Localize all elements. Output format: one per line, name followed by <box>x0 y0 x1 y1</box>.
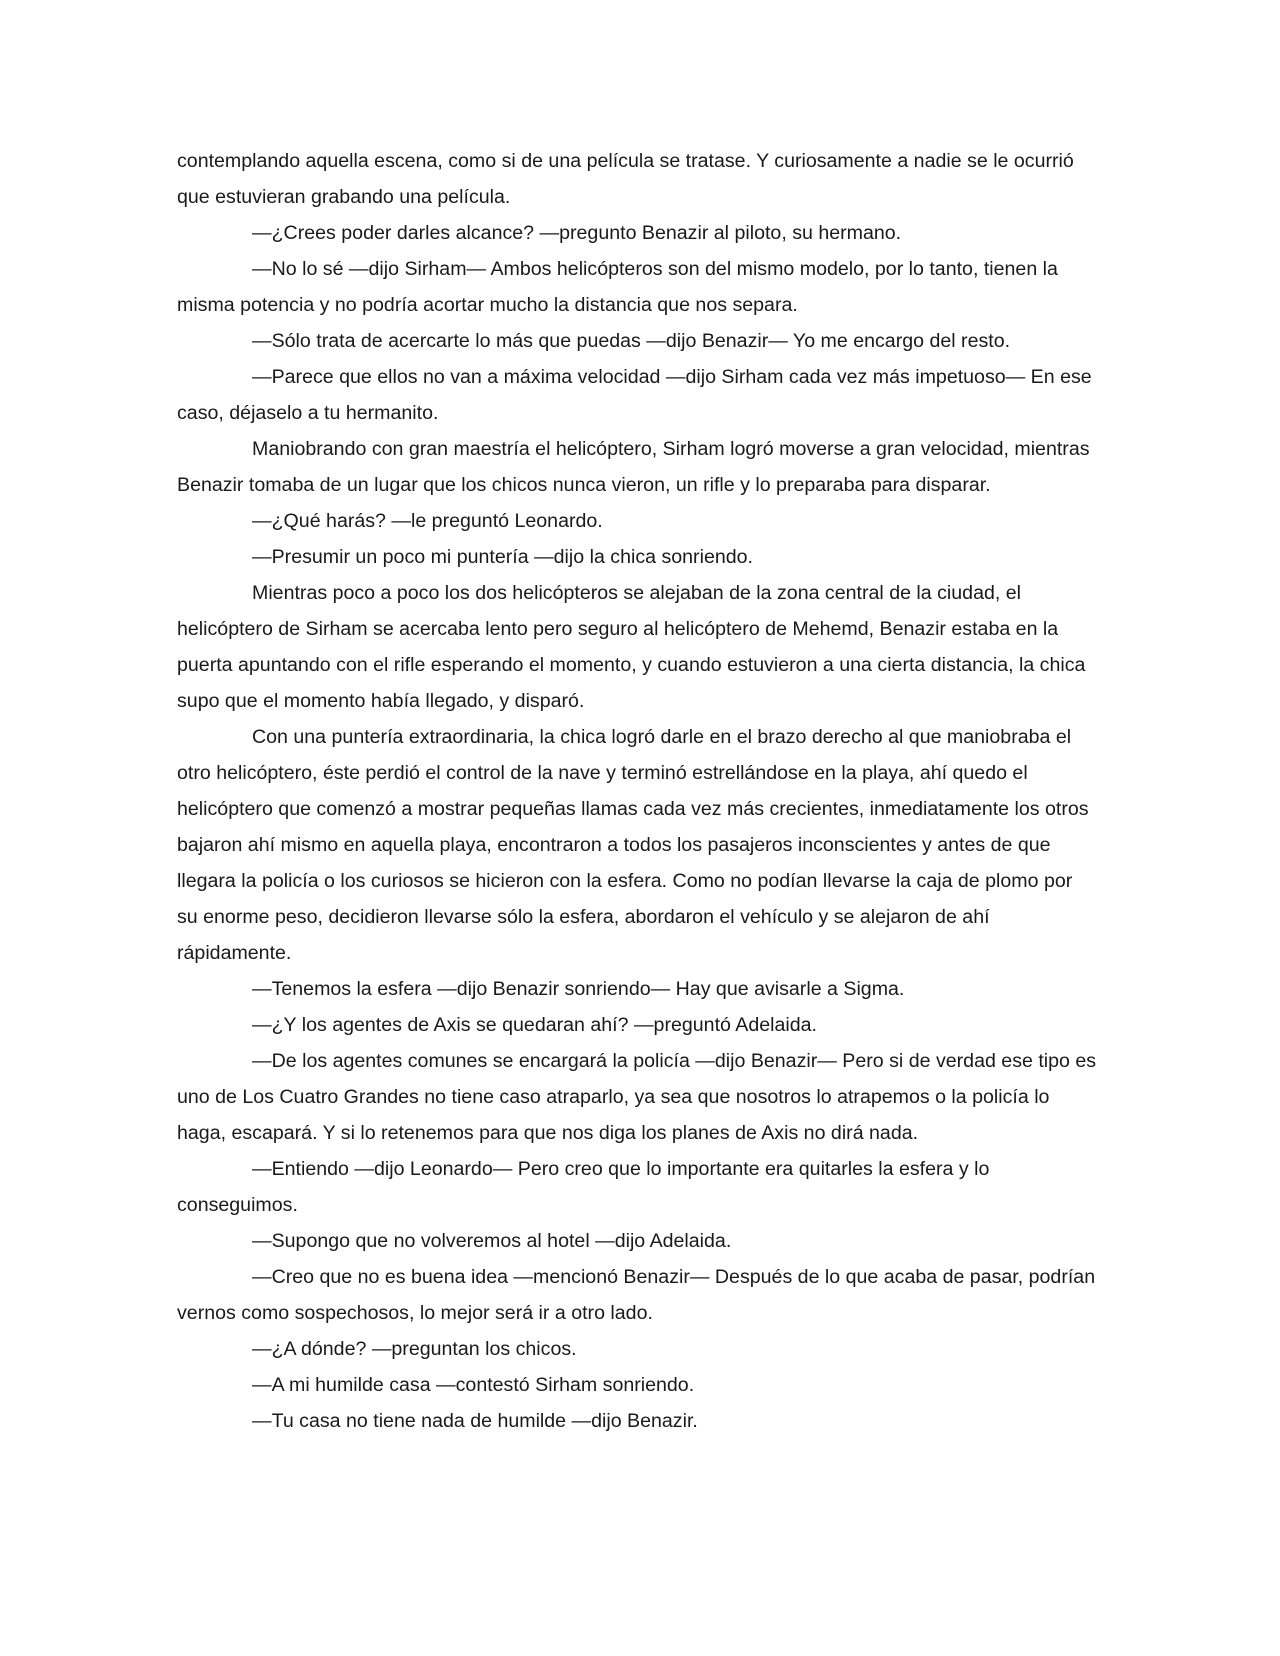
paragraph: —Sólo trata de acercarte lo más que puedas —dijo Benazir— Yo me encargo del resto. <box>252 330 1011 352</box>
paragraph: —Entiendo —dijo Leonardo— Pero creo que lo importante era quitarles la esfera y lo conseguimos. <box>177 1158 990 1216</box>
paragraph: —Creo que no es buena idea —mencionó Benazir— Después de lo que acaba de pasar, podrían vernos como sospechosos, lo mejor será ir a otro lado. <box>177 1266 1096 1324</box>
paragraph: Mientras poco a poco los dos helicópteros se alejaban de la zona central de la ciudad, el helicóptero de Sirham se acercaba lento pero seguro al helicóptero de Mehemd, Benazir estaba en la puerta apuntando con el rifle esperando el momento, y cuando estuvieron a una cierta distancia, la chica supo que el momento había llegado, y disparó. <box>177 582 1086 712</box>
paragraph: —A mi humilde casa —contestó Sirham sonriendo. <box>252 1374 695 1396</box>
paragraph: —¿Crees poder darles alcance? —pregunto Benazir al piloto, su hermano. <box>252 222 902 244</box>
paragraph: —No lo sé —dijo Sirham— Ambos helicópteros son del mismo modelo, por lo tanto, tienen la misma potencia y no podría acortar mucho la distancia que nos separa. <box>177 258 1058 316</box>
body-text <box>177 143 1097 1439</box>
paragraph: —De los agentes comunes se encargará la policía —dijo Benazir— Pero si de verdad ese tipo es uno de Los Cuatro Grandes no tiene caso atraparlo, ya sea que nosotros lo atrapemos o la policía lo haga, escapará. Y si lo retenemos para que nos diga los planes de Axis no dirá nada. <box>177 1050 1097 1144</box>
paragraph: Maniobrando con gran maestría el helicóptero, Sirham logró moverse a gran velocidad, mientras Benazir tomaba de un lugar que los chicos nunca vieron, un rifle y lo preparaba para disparar. <box>177 438 1090 496</box>
paragraph: —¿Qué harás? —le preguntó Leonardo. <box>252 510 603 532</box>
paragraph: —Tu casa no tiene nada de humilde —dijo Benazir. <box>252 1410 698 1432</box>
paragraph: —Supongo que no volveremos al hotel —dijo Adelaida. <box>252 1230 732 1252</box>
paragraph: —¿Y los agentes de Axis se quedaran ahí? —preguntó Adelaida. <box>252 1014 817 1036</box>
paragraph: Con una puntería extraordinaria, la chica logró darle en el brazo derecho al que maniobraba el otro helicóptero, éste perdió el control de la nave y terminó estrellándose en la playa, ahí quedo el helicóptero que comenzó a mostrar pequeñas llamas cada vez más crecientes, inmediatamente los otros bajaron ahí mismo en aquella playa, encontraron a todos los pasajeros inconscientes y antes de que llegara la policía o los curiosos se hicieron con la esfera. Como no podían llevarse la caja de plomo por su enorme peso, decidieron llevarse sólo la esfera, abordaron el vehículo y se alejaron de ahí rápidamente. <box>177 726 1089 964</box>
paragraph: —Parece que ellos no van a máxima velocidad —dijo Sirham cada vez más impetuoso— En ese caso, déjaselo a tu hermanito. <box>177 366 1092 424</box>
paragraph: —Presumir un poco mi puntería —dijo la chica sonriendo. <box>252 546 753 568</box>
paragraph: —Tenemos la esfera —dijo Benazir sonriendo— Hay que avisarle a Sigma. <box>252 978 905 1000</box>
paragraph: contemplando aquella escena, como si de una película se tratase. Y curiosamente a nadie se le ocurrió que estuvieran grabando una película. <box>177 150 1074 208</box>
paragraph: —¿A dónde? —preguntan los chicos. <box>252 1338 577 1360</box>
